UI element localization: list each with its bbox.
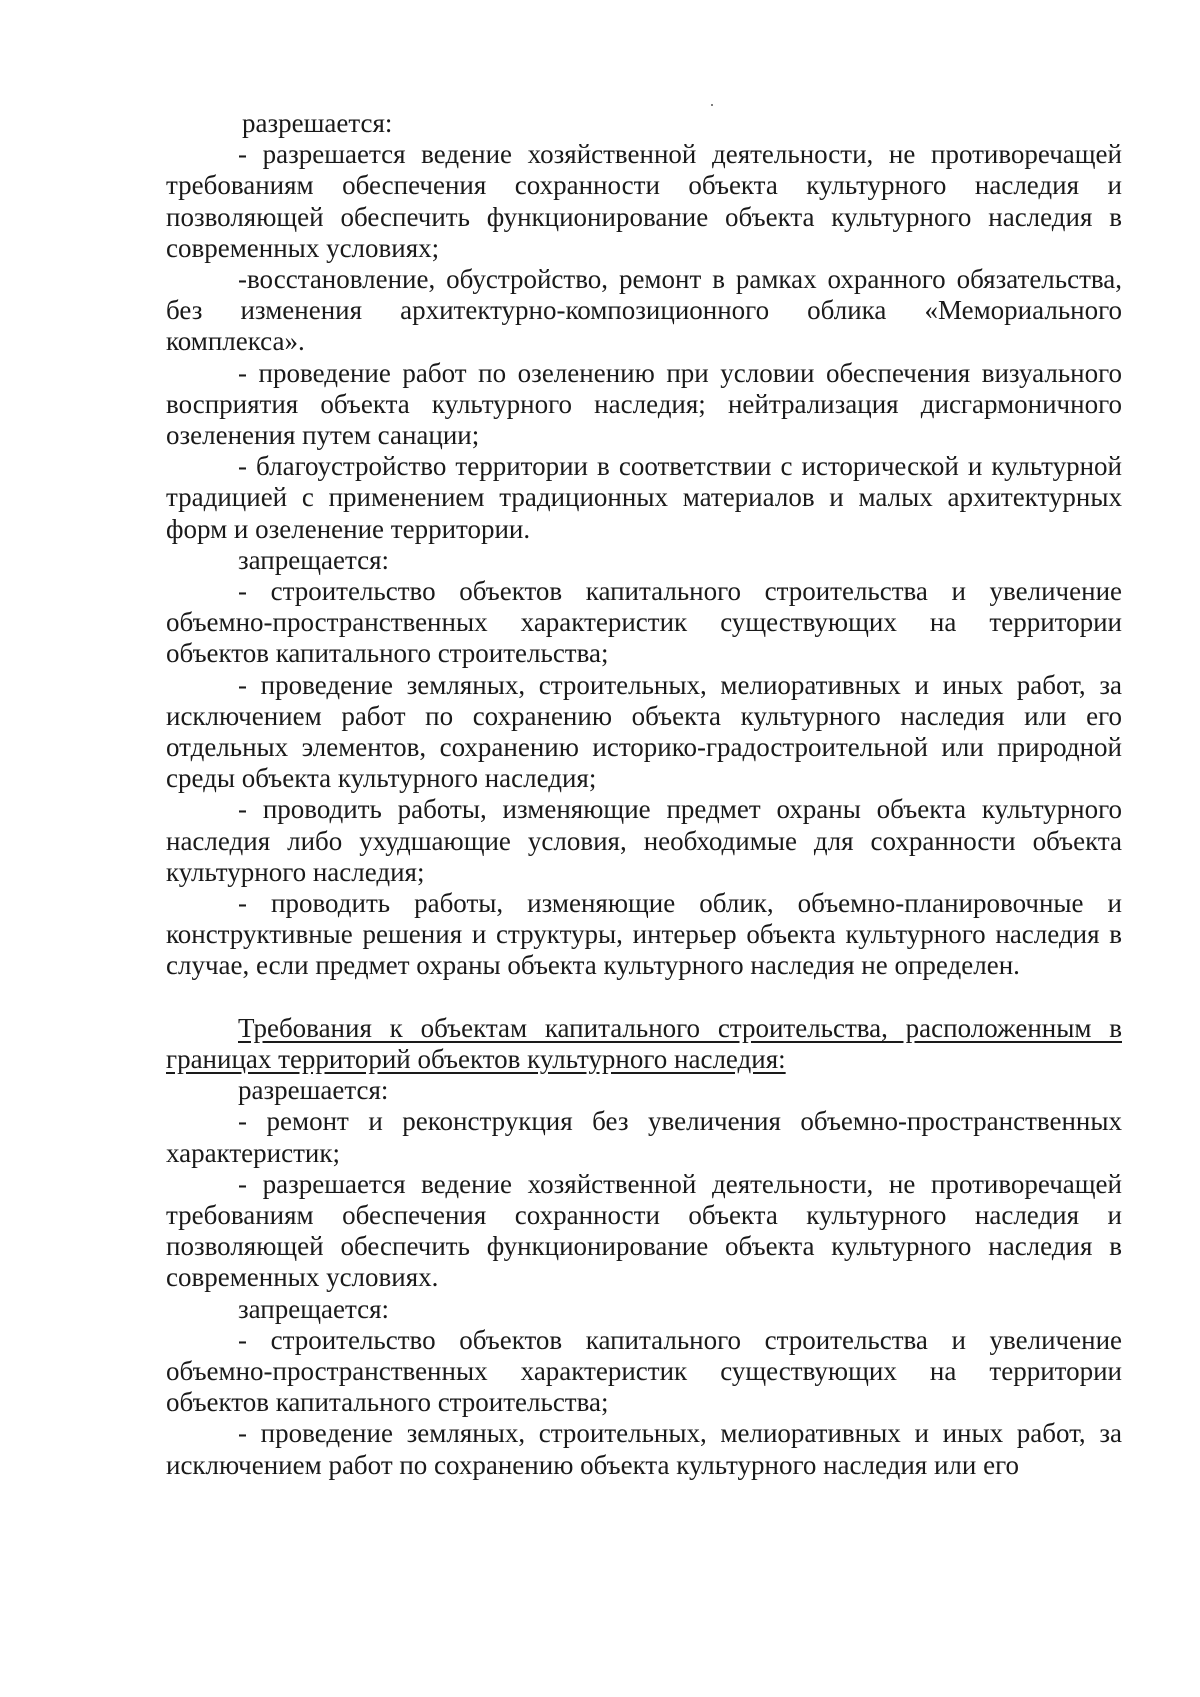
section-label-allowed: разрешается: xyxy=(238,1075,389,1106)
section-heading-text: Требования к объектам капитального строительства, расположенным в границах территорий объектов культурного наследия: xyxy=(166,1012,1122,1074)
paragraph: - благоустройство территории в соответствии с исторической и культурной традицией с применением традиционных материалов и малых архитектурных форм и озеленение территории. xyxy=(166,451,1122,544)
section-label-forbidden: запрещается: xyxy=(238,1293,390,1324)
paragraph: -восстановление, обустройство, ремонт в рамках охранного обязательства, без изменения архитектурно-композиционного облика «Мемориального комплекса». xyxy=(166,264,1122,357)
section-gap xyxy=(166,982,1122,1013)
section-label-forbidden: запрещается: xyxy=(238,544,390,575)
paragraph: - проводить работы, изменяющие облик, объемно-планировочные и конструктивные решения и структуры, интерьер объекта культурного наследия в случае, если предмет охраны объекта культурного наследия не определен. xyxy=(166,888,1122,981)
paragraph: - строительство объектов капитального строительства и увеличение объемно-пространственных характеристик существующих на территории объектов капитального строительства; xyxy=(166,576,1122,669)
paragraph: - проведение земляных, строительных, мелиоративных и иных работ, за исключением работ по сохранению объекта культурного наследия или его отдельных элементов, сохранению историко-градостроительной или природной среды объекта культурного наследия; xyxy=(166,669,1122,794)
paragraph: - проводить работы, изменяющие предмет охраны объекта культурного наследия либо ухудшающие условия, необходимые для сохранности объекта культурного наследия; xyxy=(166,794,1122,887)
paragraph: - проведение земляных, строительных, мелиоративных и иных работ, за исключением работ по сохранению объекта культурного наследия или его xyxy=(166,1418,1122,1480)
section-label-allowed: разрешается: xyxy=(242,108,393,138)
section-heading xyxy=(166,1013,1122,1075)
document-body xyxy=(166,108,1122,1481)
paragraph: - разрешается ведение хозяйственной деятельности, не противоречащей требованиям обеспечения сохранности объекта культурного наследия и позволяющей обеспечить функционирование объекта культурного наследия в современных условиях. xyxy=(166,1168,1122,1293)
paragraph: - ремонт и реконструкция без увеличения объемно-пространственных характеристик; xyxy=(166,1106,1122,1168)
paragraph: - проведение работ по озеленению при условии обеспечения визуального восприятия объекта культурного наследия; нейтрализация дисгармоничного озеленения путем санации; xyxy=(166,357,1122,451)
paragraph: - строительство объектов капитального строительства и увеличение объемно-пространственных характеристик существующих на территории объектов капитального строительства; xyxy=(166,1324,1122,1418)
paragraph: - разрешается ведение хозяйственной деятельности, не противоречащей требованиям обеспечения сохранности объекта культурного наследия и позволяющей обеспечить функционирование объекта культурного наследия в современных условиях; xyxy=(166,139,1122,263)
scan-speck xyxy=(711,104,713,106)
